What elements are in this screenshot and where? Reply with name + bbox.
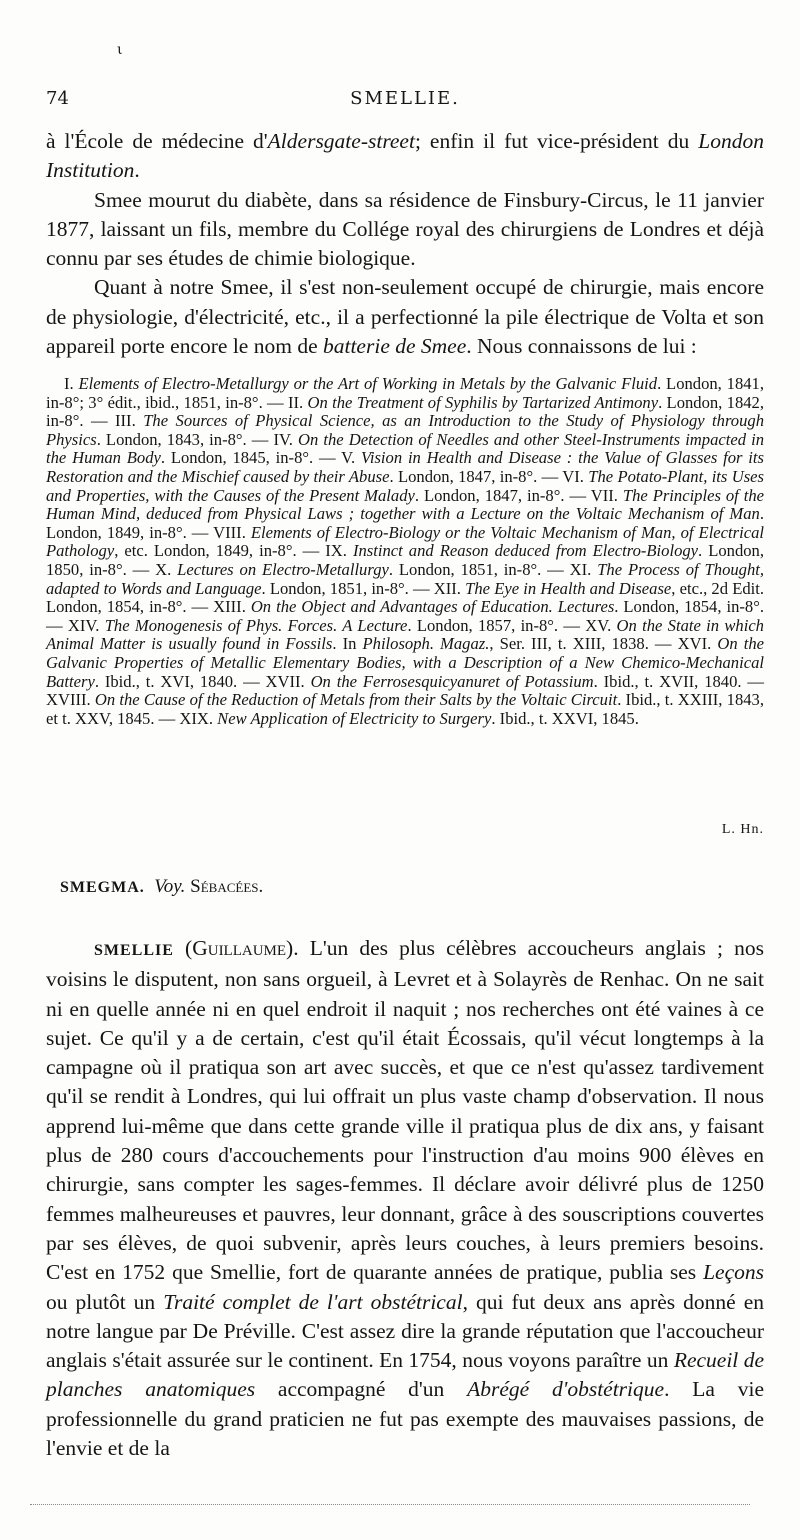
bibliography-text: . London, 1851, in-8°. — XI. (388, 559, 598, 579)
paragraph: Smee mourut du diabète, dans sa résidence de Finsbury-Circus, le 11 janvier 1877, laissant un fils, membre du Collége royal des chirurgiens de Londres et déjà connu par ses études de chimie biologique. (46, 187, 764, 271)
entry-smellie (46, 934, 764, 1463)
bibliography-text: . London, 1847, in-8°. — VI. (389, 466, 589, 486)
entry-smegma (60, 876, 760, 898)
bibliography-text: . London, 1849, in-8°. — VIII. (46, 504, 764, 542)
bibliography-title: On the Detection of Needles and other Steel-Instruments impacted in the Human Body (46, 429, 764, 468)
bibliography-text: . Ibid., t. XVI, 1840. — XVII. (94, 671, 311, 691)
page-header (46, 88, 764, 114)
bibliography-text: . London, 1845, in-8°. — V. (160, 448, 361, 468)
bibliography-title: Lectures on Electro-Metallurgy (177, 559, 389, 579)
bibliography-text: I. (64, 374, 79, 393)
bibliography-title: On the Object and Advantages of Education. Lectures (250, 597, 615, 617)
bibliography-title: The Monogenesis of Phys. Forces. A Lecture (104, 615, 408, 635)
bibliography-text: . London, 1841, in-8°; 3° édit., ibid., 1851, in-8°. — II. (46, 374, 764, 412)
smee-article-continuation (46, 127, 764, 361)
author-signature: L. Hn. (721, 822, 764, 837)
bibliography-list (46, 375, 764, 728)
bibliography-text: . London, 1847, in-8°. — VII. (414, 485, 623, 505)
bibliography-title: The Principles of the Human Mind, deduced from Physical Laws ; together with a Lecture on the Voltaic Mechanism of Man (46, 485, 765, 524)
bibliography-title: On the State in which Animal Matter is usually found in Fossils (46, 615, 764, 654)
bibliography-text: . London, 1842, in-8°. — III. (46, 392, 764, 431)
running-head: SMELLIE. (350, 88, 460, 109)
paragraph: SMELLIE (Guillaume). L'un des plus célèbres accoucheurs anglais ; nos voisins le disputent, non sans orgueil, à Levret et à Solayrès de Renhac. On ne sait ni en quelle année ni en quel endroit il naquit ; nos recherches ont été vaines à ce sujet. Ce qu'il y a de certain, c'est qu'il était Écossais, qu'il vécut longtemps à la campagne où il pratiqua son art avec succès, et que ce n'est qu'assez tardivement qu'il se rendit à Londres, qui lui offrait un plus vaste champ d'observation. Il nous apprend lui-même que dans cette grande ville il pratiqua plus de dix ans, y faisant plus de 280 cours d'accouchements pour l'instruction d'au moins 900 élèves en chirurgie, sans compter les sages-femmes. Il déclare avoir délivré plus de 1250 femmes malheureuses et pauvres, leur donnant, grâce à des souscriptions couvertes par ses élèves, de quoi subvenir, après leurs couches, à leurs premiers besoins. C'est en 1752 que Smellie, fort de quarante années de pratique, publia ses Leçons ou plutôt un Traité complet de l'art obstétrical, qui fut deux ans après donné en notre langue par De Préville. C'est assez dire la grande réputation que l'accoucheur anglais s'était assurée sur le continent. En 1754, nous voyons paraître un Recueil de planches anatomiques accompagné d'un Abrégé d'obstétrique. La vie professionnelle du grand praticien ne fut pas exempte des mauvaises passions, de l'envie et de la (46, 936, 764, 1461)
entry-headword: SMELLIE (94, 942, 174, 959)
bibliography-text: . London, 1850, in-8°. — X. (46, 541, 764, 579)
bibliography-text: . In (332, 634, 363, 654)
bibliography-title: On the Cause of the Reduction of Metals from their Salts by the Voltaic Circuit (94, 690, 618, 710)
bibliography-text: . Ibid., t. XVII, 1840. — XVIII. (46, 671, 764, 710)
bibliography-text: . Ibid., t. XXVI, 1845. (491, 708, 639, 728)
bibliography-text: . London, 1857, in-8°. — XV. (407, 615, 617, 635)
bibliography-title: New Application of Electricity to Surgery (217, 708, 492, 728)
page-number: 74 (46, 88, 69, 109)
bibliography-title: The Process of Thought, adapted to Words and Language (46, 559, 765, 598)
bibliography-title: Vision in Health and Disease : the Value of Glasses for its Restoration and the Mischief caused by their Abuse (46, 448, 764, 486)
bibliography-text: . London, 1843, in-8°. — IV. (96, 429, 299, 449)
bibliography-title: On the Ferrosesquicyanuret of Potassium (310, 671, 594, 691)
cross-reference-voy: Voy. (154, 876, 186, 897)
bibliography-text: . London, 1851, in-8°. — XII. (261, 578, 466, 598)
entry-firstname: (Guillaume). (185, 936, 299, 960)
bibliography-title: Instinct and Reason deduced from Electro-Biology (352, 541, 699, 561)
bibliography-title: The Potato-Plant, its Uses and Properties, with the Causes of the Present Malady (46, 466, 764, 505)
bottom-dotted-rule (30, 1504, 750, 1505)
bibliography-title: Philosoph. Magaz. (362, 634, 490, 654)
bibliography-text: , etc. London, 1849, in-8°. — IX. (114, 541, 353, 561)
bibliography-text: , etc., 2d Edit. London, 1854, in-8°. — XIII. (46, 578, 764, 617)
bibliography-text: . Ibid., t. XXIII, 1843, et t. XXV, 1845. — XIX. (46, 690, 764, 728)
bibliography-title: Elements of Electro-Metallurgy or the Art of Working in Metals by the Galvanic Fluid (78, 374, 658, 393)
entry-headword: SMEGMA. (60, 879, 145, 896)
bibliography-title: Elements of Electro-Biology or the Voltaic Mechanism of Man, of Electrical Pathology (46, 522, 764, 561)
bibliography-text: . London, 1854, in-8°. — XIV. (46, 597, 764, 635)
paragraph: à l'École de médecine d'Aldersgate-street; enfin il fut vice-président du London Institution. (46, 129, 764, 183)
paragraph: Quant à notre Smee, il s'est non-seulement occupé de chirurgie, mais encore de physiologie, d'électricité, etc., il a perfectionné la pile électrique de Volta et son appareil porte encore le nom de batterie de Smee. Nous connaissons de lui : (46, 275, 764, 359)
bibliography-text: , Ser. III, t. XIII, 1838. — XVI. (489, 634, 718, 654)
bibliography-title: The Sources of Physical Science, as an Introduction to the Study of Physiology through Physics (46, 411, 764, 449)
bibliography-title: On the Galvanic Properties of Metallic Elementary Bodies, with a Description of a New Chemico-Mechanical Battery (46, 634, 764, 691)
stray-ink-mark: ι (117, 42, 123, 58)
cross-reference-target: Sébacées. (190, 876, 264, 897)
bibliography-title: The Eye in Health and Disease (465, 578, 672, 598)
bibliography-title: On the Treatment of Syphilis by Tartarized Antimony (307, 392, 659, 412)
